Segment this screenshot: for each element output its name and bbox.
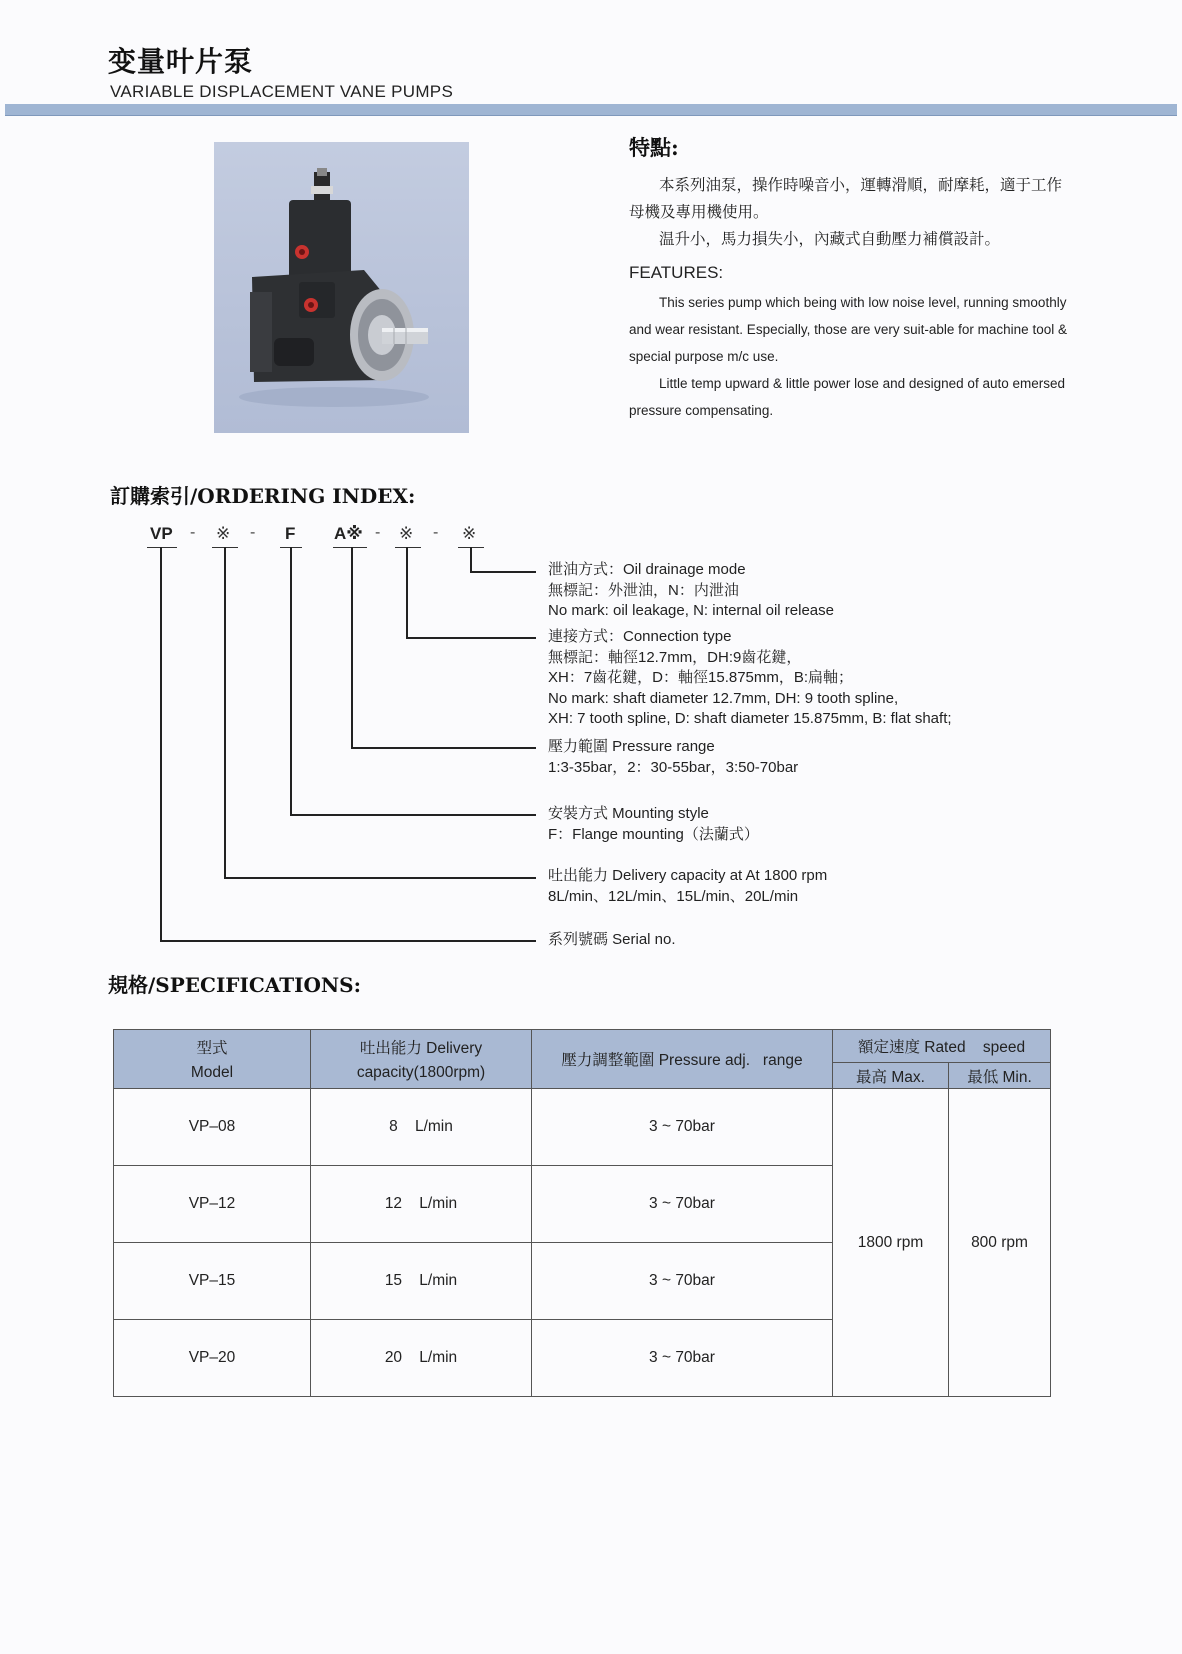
page-title-cn: 变量叶片泵 — [108, 45, 254, 78]
cell-model: VP–12 — [114, 1166, 311, 1243]
leader-pressure-v — [351, 547, 353, 747]
code-connection-symbol: ※ — [399, 524, 414, 543]
header-delivery — [311, 1030, 532, 1089]
code-underline-vp — [147, 547, 177, 548]
header-model-en: Model — [190, 1064, 234, 1081]
features-title-cn: 特點: — [629, 135, 679, 160]
code-dash-4: - — [433, 524, 439, 541]
code-drain-symbol: ※ — [462, 524, 477, 543]
code-delivery-symbol: ※ — [216, 524, 231, 543]
specifications-table — [113, 1029, 1051, 1397]
header-model — [114, 1030, 311, 1089]
cell-pressure: 3 ~ 70bar — [532, 1320, 833, 1397]
annotation-line: 系列號碼 Serial no. — [548, 931, 676, 948]
leader-connection-v — [406, 547, 408, 637]
code-a: A※ — [334, 524, 363, 543]
product-photo — [214, 142, 469, 433]
code-dash-3: - — [375, 524, 381, 541]
annotation-line: XH：7齒花鍵，D：軸徑15.875mm，B:扁軸； — [548, 669, 854, 686]
cell-pressure: 3 ~ 70bar — [532, 1243, 833, 1320]
annotation-drain — [548, 560, 1068, 622]
annotation-pressure — [548, 737, 1068, 778]
header-max: 最高 Max. — [833, 1063, 949, 1089]
leader-delivery-v — [224, 547, 226, 877]
table-row — [114, 1089, 1051, 1166]
cell-pressure: 3 ~ 70bar — [532, 1166, 833, 1243]
cell-delivery: 20 L/min — [311, 1320, 532, 1397]
leader-pressure-h — [351, 747, 536, 749]
annotation-delivery — [548, 866, 1068, 907]
annotation-line: 8L/min、12L/min、15L/min、20L/min — [548, 887, 799, 905]
annotation-line: 1:3-35bar，2：30-55bar，3:50-70bar — [548, 758, 799, 776]
features-paragraph-en-2: Little temp upward & little power lose and designed of auto emersed pressure compensating. — [629, 376, 1065, 418]
annotation-line: No mark: shaft diameter 12.7mm, DH: 9 tooth spline, — [548, 689, 899, 707]
annotation-mount — [548, 804, 1068, 845]
annotation-line: 連接方式：Connection type — [548, 628, 732, 645]
cell-delivery: 8 L/min — [311, 1089, 532, 1166]
features-paragraph-cn-2: 温升小，馬力損失小，內藏式自動壓力補償設計。 — [659, 231, 1001, 248]
leader-drain-v — [470, 547, 472, 571]
leader-drain-h — [470, 571, 536, 573]
annotation-line: 壓力範圍 Pressure range — [548, 738, 715, 755]
cell-model: VP–08 — [114, 1089, 311, 1166]
header-rated-speed: 額定速度 Rated speed — [833, 1030, 1051, 1063]
header-pressure: 壓力調整範圍 Pressure adj. range — [532, 1030, 833, 1089]
cell-rated-min: 800 rpm — [949, 1089, 1051, 1397]
annotation-line: 吐出能力 Delivery capacity at At 1800 rpm — [548, 867, 828, 884]
code-dash-2: - — [250, 524, 256, 541]
vane-pump-image — [214, 142, 469, 433]
cell-delivery: 15 L/min — [311, 1243, 532, 1320]
code-underline-connection — [395, 547, 421, 548]
annotation-serial — [548, 930, 1068, 951]
annotation-line: 無標記：外泄油，N：内泄油 — [548, 581, 739, 599]
code-underline-a — [333, 547, 367, 548]
annotation-line: F：Flange mounting（法蘭式） — [548, 825, 759, 843]
code-vp: VP — [150, 524, 173, 543]
cell-pressure: 3 ~ 70bar — [532, 1089, 833, 1166]
header-model-cn: 型式 — [196, 1040, 228, 1057]
leader-serial-v — [160, 547, 162, 940]
header-delivery-line-1: 吐出能力 Delivery — [359, 1040, 483, 1057]
features-paragraph-en-1: This series pump which being with low noise level, running smoothly and wear resistant. Especially, those are very suit-able for machine tool & special purpose m/c use. — [629, 295, 1067, 364]
annotation-line: 安裝方式 Mounting style — [548, 805, 709, 822]
leader-connection-h — [406, 637, 536, 639]
annotation-line: No mark: oil leakage, N: internal oil release — [548, 602, 834, 619]
annotation-line: 泄油方式：Oil drainage mode — [548, 561, 746, 578]
code-f: F — [285, 524, 296, 543]
page-title-en: VARIABLE DISPLACEMENT VANE PUMPS — [110, 82, 454, 101]
code-dash-1: - — [190, 524, 196, 541]
ordering-index-title: 訂購索引/ORDERING INDEX: — [110, 484, 416, 508]
header-delivery-line-2: capacity(1800rpm) — [356, 1064, 486, 1081]
cell-delivery: 12 L/min — [311, 1166, 532, 1243]
annotation-connection — [548, 627, 1068, 730]
annotation-line: 無標記：軸徑12.7mm，DH:9齒花鍵， — [548, 648, 802, 666]
header-min: 最低 Min. — [949, 1063, 1051, 1089]
cell-rated-max: 1800 rpm — [833, 1089, 949, 1397]
leader-serial-h — [160, 940, 536, 942]
cell-model: VP–15 — [114, 1243, 311, 1320]
features-paragraph-cn-1: 本系列油泵，操作時噪音小，運轉滑順，耐摩耗，適于工作母機及專用機使用。 — [629, 177, 1063, 221]
leader-mount-v — [290, 547, 292, 815]
specifications-title: 規格/SPECIFICATIONS: — [108, 973, 361, 997]
leader-mount-h — [290, 814, 536, 816]
features-section — [629, 132, 1069, 424]
leader-delivery-h — [224, 877, 536, 879]
annotation-line: XH: 7 tooth spline, D: shaft diameter 15.875mm, B: flat shaft; — [548, 710, 952, 727]
header-divider — [5, 104, 1177, 116]
cell-model: VP–20 — [114, 1320, 311, 1397]
features-title-en: FEATURES: — [629, 263, 724, 282]
